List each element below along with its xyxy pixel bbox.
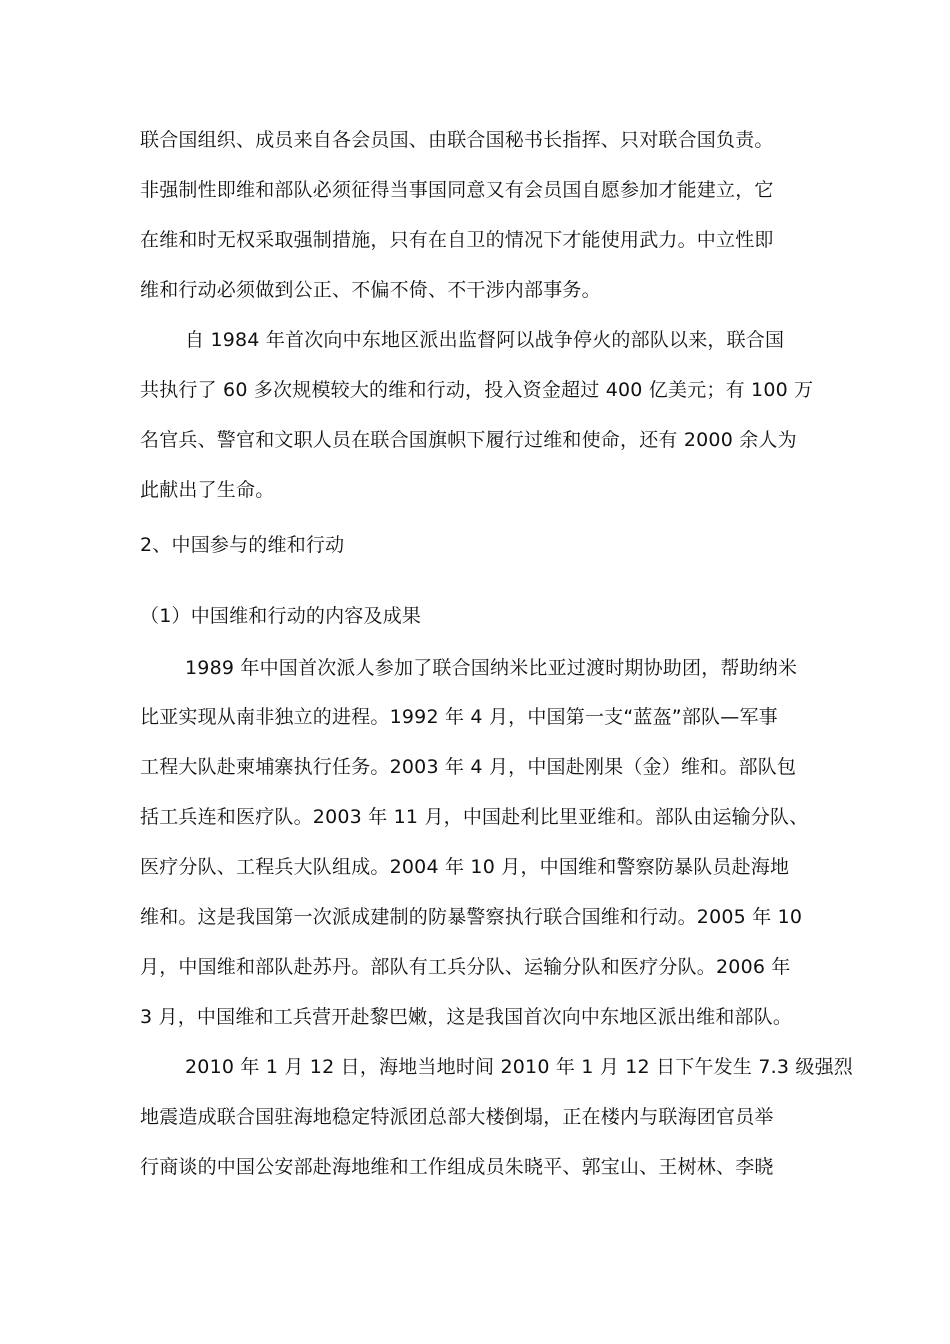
paragraph-line: 维和行动必须做到公正、不偏不倚、不干涉内部事务。 <box>140 279 601 301</box>
paragraph-line: 共执行了 60 多次规模较大的维和行动，投入资金超过 400 亿美元；有 100 万 <box>140 379 814 401</box>
paragraph-line: 非强制性即维和部队必须征得当事国同意又有会员国自愿参加才能建立，它 <box>140 179 774 201</box>
paragraph-line: 2010 年 1 月 12 日，海地当地时间 2010 年 1 月 12 日下午发生 7.3 级强烈 <box>185 1056 853 1078</box>
paragraph-line: 维和。这是我国第一次派成建制的防暴警察执行联合国维和行动。2005 年 10 <box>140 906 803 928</box>
paragraph-line: 医疗分队、工程兵大队组成。2004 年 10 月，中国维和警察防暴队员赴海地 <box>140 856 790 878</box>
paragraph-line: 自 1984 年首次向中东地区派出监督阿以战争停火的部队以来，联合国 <box>185 329 785 351</box>
subsection-heading: （1）中国维和行动的内容及成果 <box>140 605 422 627</box>
section-heading: 2、中国参与的维和行动 <box>140 534 345 556</box>
paragraph-line: 1989 年中国首次派人参加了联合国纳米比亚过渡时期协助团，帮助纳米 <box>185 657 798 679</box>
paragraph-line: 月，中国维和部队赴苏丹。部队有工兵分队、运输分队和医疗分队。2006 年 <box>140 956 791 978</box>
paragraph-line: 工程大队赴柬埔寨执行任务。2003 年 4 月，中国赴刚果（金）维和。部队包 <box>140 756 797 778</box>
paragraph-line: 3 月，中国维和工兵营开赴黎巴嫩，这是我国首次向中东地区派出维和部队。 <box>140 1006 793 1028</box>
paragraph-line: 行商谈的中国公安部赴海地维和工作组成员朱晓平、郭宝山、王树林、李晓 <box>140 1156 774 1178</box>
paragraph-line: 括工兵连和医疗队。2003 年 11 月，中国赴利比里亚维和。部队由运输分队、 <box>140 806 809 828</box>
paragraph-line: 比亚实现从南非独立的进程。1992 年 4 月，中国第一支“蓝盔”部队—军事 <box>140 706 778 728</box>
paragraph-line: 此献出了生命。 <box>140 479 275 501</box>
paragraph-line: 名官兵、警官和文职人员在联合国旗帜下履行过维和使命，还有 2000 余人为 <box>140 429 797 451</box>
paragraph-line: 联合国组织、成员来自各会员国、由联合国秘书长指挥、只对联合国负责。 <box>140 129 774 151</box>
paragraph-line: 在维和时无权采取强制措施，只有在自卫的情况下才能使用武力。中立性即 <box>140 229 774 251</box>
paragraph-line: 地震造成联合国驻海地稳定特派团总部大楼倒塌，正在楼内与联海团官员举 <box>140 1106 774 1128</box>
